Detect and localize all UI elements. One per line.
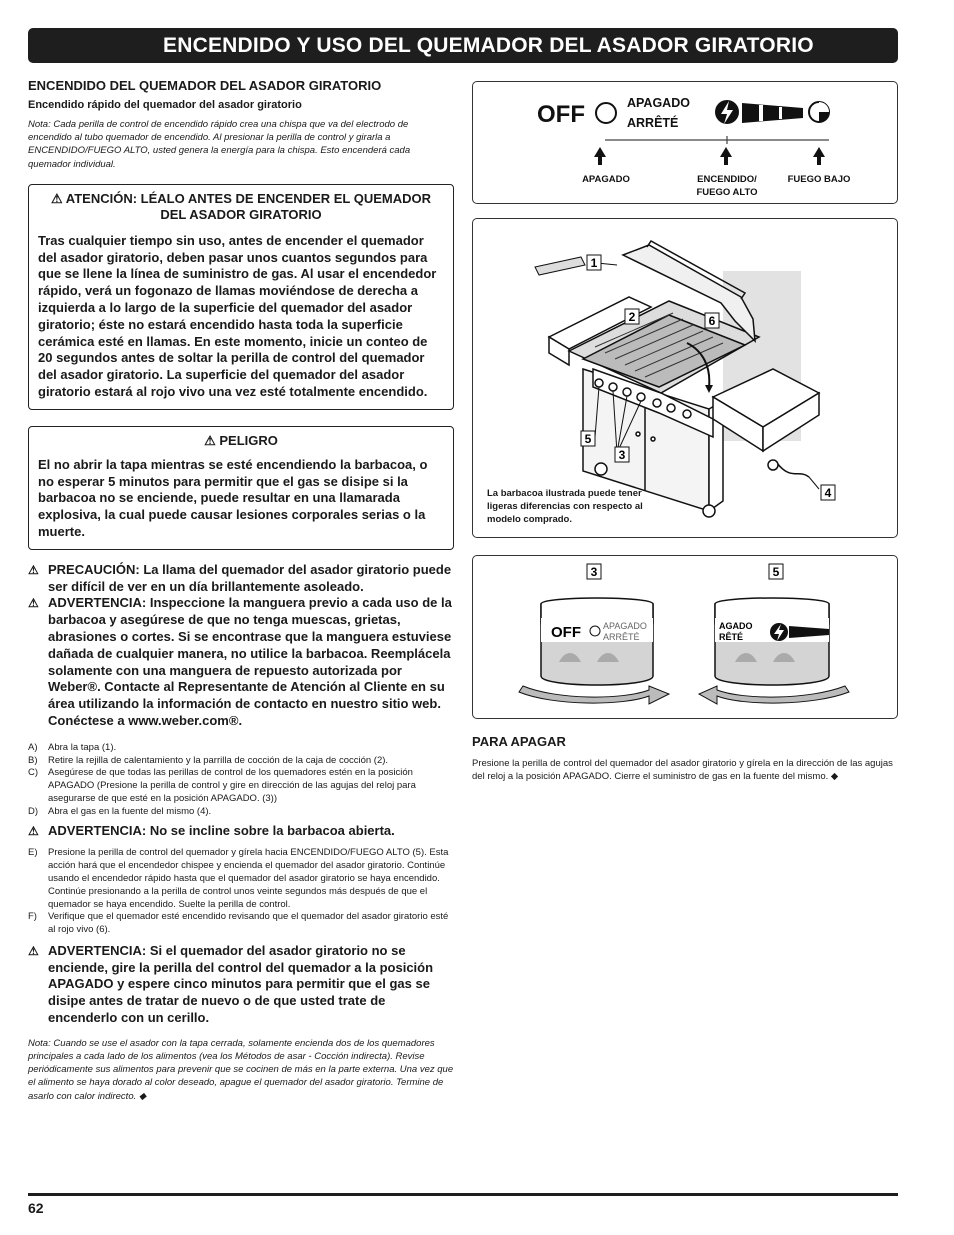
- relight-warning-text: ADVERTENCIA: Si el quemador del asador giratorio no se enciende, gire la perilla del control del quemador a la posición APAGADO y espere cinco minutos para permitir que el gas se disipe antes de tratar de nuevo o de que usted trate de encenderlo con un cerillo.: [48, 942, 434, 1026]
- steps-b: [28, 847, 454, 937]
- step-label: E): [28, 847, 38, 859]
- dial-diagram: [473, 82, 897, 203]
- attention-box: [28, 184, 454, 410]
- off-label: OFF: [537, 101, 585, 128]
- grill-diagram-panel: [472, 218, 898, 538]
- left-column: [28, 78, 454, 1103]
- warning-triangle-icon: ⚠: [50, 190, 66, 206]
- danger-body: El no abrir la tapa mientras se esté encendiendo la barbacoa, o no esperar 5 minutos para permitir que el gas se disipe si la barbacoa no se enciende, puede resultar en una llamarada explosiva, la cual puede causar lesiones corporales serias o la muerte.: [38, 456, 428, 539]
- intro-note: Nota: Cada perilla de control de encendido rápido crea una chispa que va del electrodo de encendido al tubo quemador de encendido. Al presionar la perilla de control y girarla a ENCENDIDO/FUEGO ALTO, usted genera la energía para la chispa. Esto encenderá cada quemador individual.: [28, 119, 411, 170]
- warning-triangle-icon: ⚠: [28, 596, 39, 611]
- knob-turn-panel: [472, 555, 898, 719]
- step-label: B): [28, 754, 38, 766]
- caution-text: PRECAUCIÓN: La llama del quemador del asador giratorio puede ser difícil de ver en un día brillantemente asoleado.: [48, 561, 452, 594]
- high-position-label-1: ENCENDIDO/: [697, 174, 757, 185]
- knob-callout-5: 5: [772, 565, 780, 579]
- list-item: [28, 911, 454, 937]
- knob-right-arrete-label: RÊTÉ: [719, 632, 744, 642]
- list-item: [28, 755, 454, 768]
- list-item: [28, 742, 454, 755]
- low-flame-icon: [809, 102, 829, 122]
- knob-callout-3: 3: [590, 565, 598, 579]
- danger-title-text: PELIGRO: [219, 432, 278, 448]
- warning-triangle-icon: ⚠: [28, 823, 39, 838]
- step-text: Asegúrese de que todas las perillas de control de los quemadores estén en la posición APAGADO (Presione la perilla de control y gire en dirección de las agujas del reloj para asegurarse de que esté en la posición APAGADO. (3)): [48, 767, 416, 804]
- knob-high: [699, 598, 849, 704]
- step-label: C): [28, 767, 39, 779]
- step-text: Abra la tapa (1).: [48, 741, 117, 753]
- attention-title-text: ATENCIÓN: LÉALO ANTES DE ENCENDER EL QUEMADOR DEL ASADOR GIRATORIO: [65, 190, 431, 222]
- warning-triangle-icon: ⚠: [28, 562, 39, 577]
- low-position-label: FUEGO BAJO: [787, 174, 851, 185]
- knob-arrete-label: ARRÊTÉ: [603, 632, 640, 642]
- list-item: [28, 806, 454, 819]
- list-item: [28, 767, 454, 805]
- callout-6: 6: [708, 314, 716, 328]
- step-text: Retire la rejilla de calentamiento y la parrilla de cocción de la caja de cocción (2).: [48, 754, 389, 766]
- step-text: Presione la perilla de control del quemador y gírela hacia ENCENDIDO/FUEGO ALTO (5). Esta acción hará que el encendedor chispee y encienda el quemador del asador giratorio. Continúe usando el encendedor rápido hasta que el quemador del asador giratorio se haya encendido. Continúe presionando a la perilla de control unos veinte segundos más después de que el quemador se haya encendido. Suelte la perilla de control.: [48, 847, 449, 910]
- step-label: A): [28, 741, 38, 753]
- hose-warning: [28, 595, 454, 729]
- off-circle-icon: [596, 103, 616, 123]
- callout-2: 2: [628, 310, 636, 324]
- warning-triangle-icon: ⚠: [28, 943, 39, 958]
- callout-5: 5: [584, 432, 592, 446]
- steps-a: [28, 742, 454, 819]
- danger-box: [28, 426, 454, 550]
- hose-warning-text: ADVERTENCIA: Inspeccione la manguera previo a cada uso de la barbacoa y asegúrese de que no tenga muescas, grietas, abrasiones o cortes. Si se encontrase que la manguera estuviese dañada de cualquier manera, no utilice la barbacoa. Reemplácela solamente con una manguera de repuesto autorizada por Weber®. Contacte al Representante de Atención al Cliente en su área utilizando la información de contacto en nuestro sitio web. Conéctese a www.weber.com®.: [48, 595, 452, 728]
- off-position-label: APAGADO: [582, 174, 630, 185]
- warning-triangle-icon: ⚠: [204, 432, 220, 448]
- page-title: ENCENDIDO Y USO DEL QUEMADOR DEL ASADOR GIRATORIO: [163, 33, 814, 57]
- step-text: Abra el gas en la fuente del mismo (4).: [48, 805, 212, 817]
- callout-1: 1: [590, 256, 598, 270]
- callout-4: 4: [824, 486, 832, 500]
- knob-off: [519, 598, 669, 704]
- step-label: D): [28, 805, 39, 817]
- relight-warning: [28, 943, 454, 1027]
- knob-apagado-label: APAGADO: [603, 621, 647, 631]
- knob-off-label: OFF: [551, 624, 581, 641]
- clockwise-arrow: [519, 686, 669, 704]
- callout-3: 3: [618, 448, 626, 462]
- knob-right-apagado-label: AGADO: [719, 621, 753, 631]
- caution-notice: [28, 562, 454, 596]
- lean-warning: [28, 823, 454, 840]
- page-number: 62: [28, 1200, 44, 1216]
- page-banner: [28, 28, 898, 63]
- step-label: F): [28, 911, 37, 923]
- attention-body: Tras cualquier tiempo sin uso, antes de encender el quemador del asador giratorio, deben pasar unos cuantos segundos para que se llene la línea de suministro de gas. Al usar el encendedor rápido, verá un fogonazo de llamas moviéndose de derecha a izquierda a lo largo de la superficie del quemador del asador giratorio; éste no estará encendido hasta toda la superficie cerámica esté en llamas. En este momento, inicie un conteo de 20 segundos antes de soltar la perilla de control del quemador del asador giratorio. La superficie del quemador del asador giratorio estará al rojo vivo una vez esté totalmente encendido.: [38, 232, 437, 399]
- apagado-label: APAGADO: [627, 96, 690, 110]
- turn-off-section: [472, 734, 898, 783]
- high-position-label-2: FUEGO ALTO: [696, 187, 758, 198]
- turn-off-body: Presione la perilla de control del quemador del asador giratorio y gírela en la dirección de las agujas del reloj a la posición APAGADO. Cierre el suministro de gas en la fuente del mismo. ◆: [472, 758, 893, 783]
- footer-rule: [28, 1193, 898, 1196]
- list-item: [28, 847, 454, 911]
- closing-note: Nota: Cuando se use el asador con la tapa cerrada, solamente encienda dos de los quemadores principales a cada lado de los alimentos (vea los Métodos de asar - Cocción indirecta). Revise periódicamente sus alimentos para prevenir que se cocinen de más en la parte externa. Una vez que el alimento se haya dorado al color deseado, apague el quemador del asador giratorio. Termine de asarlo con calor indirecto. ◆: [28, 1037, 454, 1102]
- section-subtitle: Encendido rápido del quemador del asador giratorio: [28, 99, 302, 111]
- danger-title: [38, 433, 444, 449]
- lightning-icon: [715, 100, 739, 124]
- knob-turn-diagram: [473, 556, 897, 718]
- dial-diagram-panel: [472, 81, 898, 204]
- arrete-label: ARRÊTÉ: [627, 116, 679, 130]
- flame-gradient-icon: [742, 103, 803, 123]
- pointer-arrows: [594, 147, 825, 165]
- step-text: Verifique que el quemador esté encendido revisando que el quemador del asador giratorio esté al rojo vivo (6).: [48, 911, 449, 936]
- section-title: ENCENDIDO DEL QUEMADOR DEL ASADOR GIRATORIO: [28, 78, 382, 93]
- counterclockwise-arrow: [699, 686, 849, 704]
- attention-title: [38, 191, 444, 223]
- turn-off-title: PARA APAGAR: [472, 734, 566, 749]
- lean-warning-text: ADVERTENCIA: No se incline sobre la barbacoa abierta.: [48, 822, 395, 838]
- warming-rack: [535, 257, 585, 275]
- grill-caption: La barbacoa ilustrada puede tener ligeras diferencias con respecto al modelo comprado.: [487, 488, 643, 525]
